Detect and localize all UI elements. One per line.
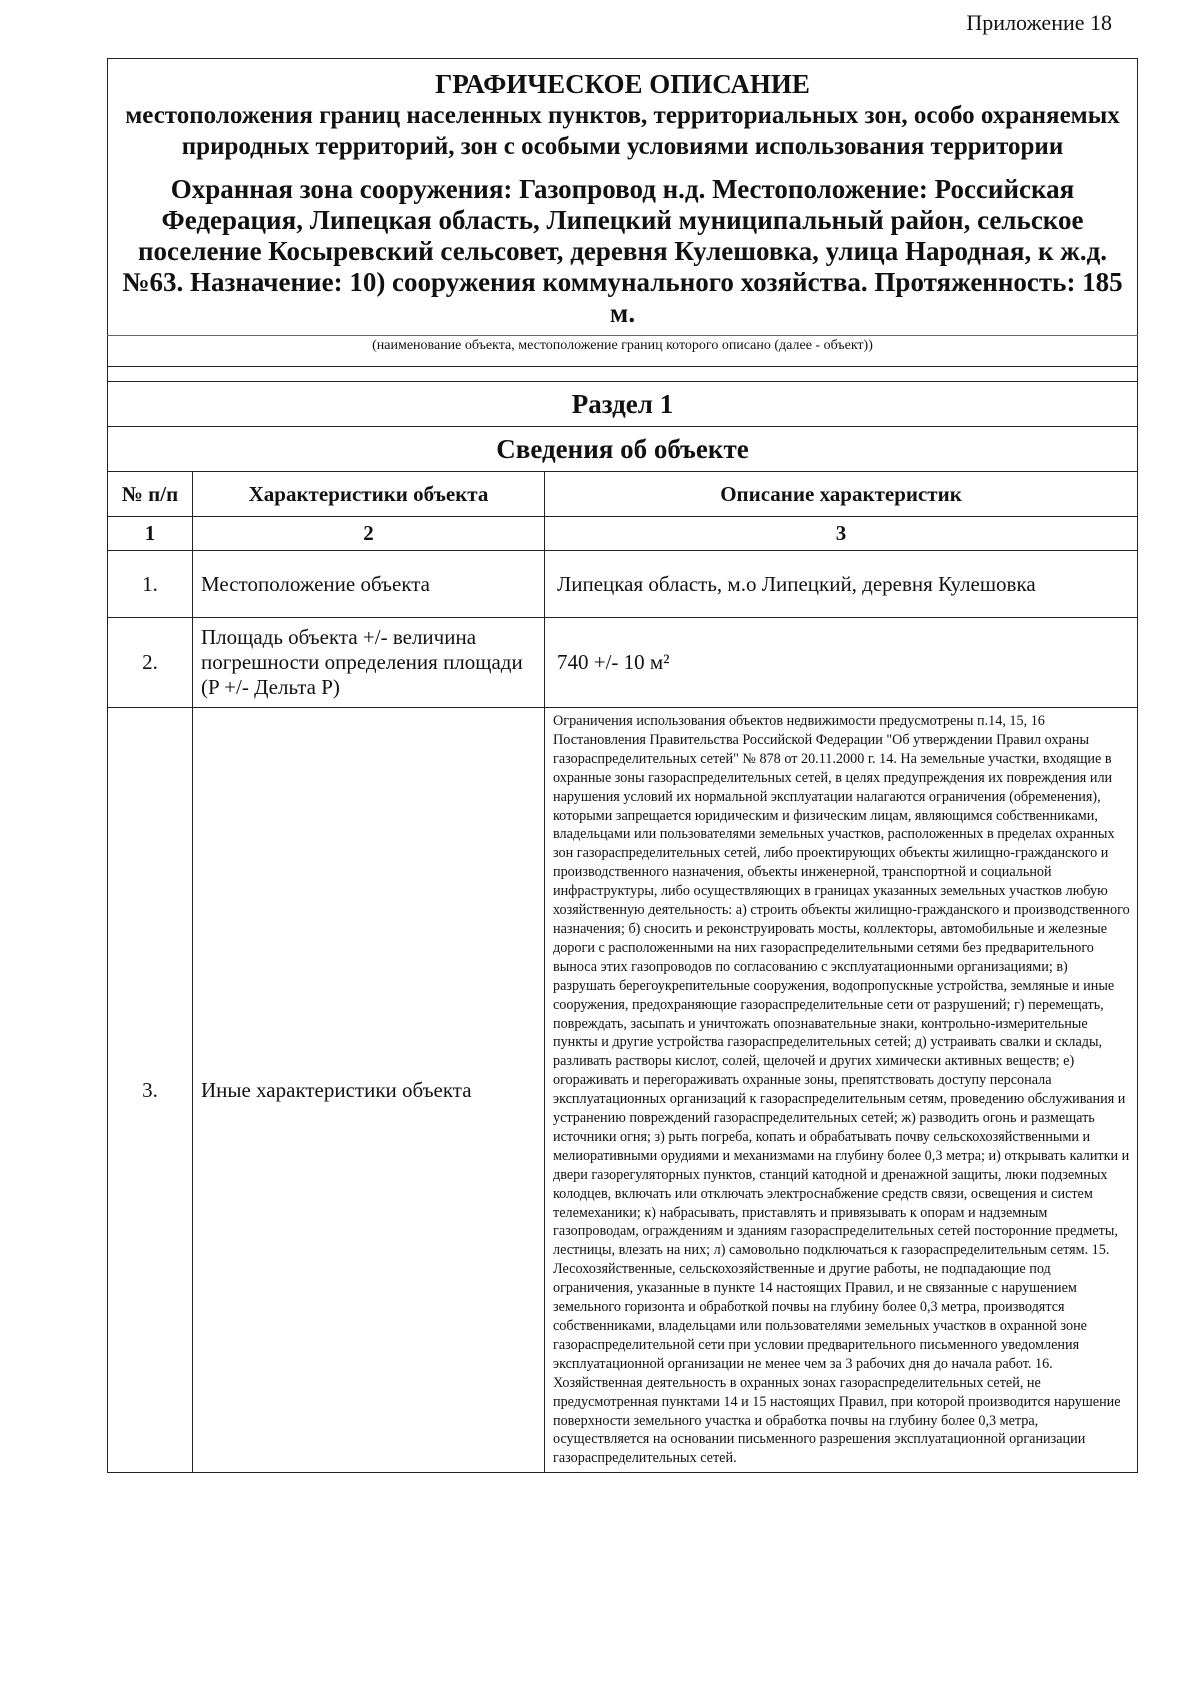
object-name: Охранная зона сооружения: Газопровод н.д. Местоположение: Российская Федерация, Липецкая область, Липецкий муниципальный район, сельское поселение Косыревский сельсовет, деревня Кулешовка, улица Народная, к ж.д. №63. Назначение: 10) сооружения коммунального хозяйства. Протяженность: 185 м. (122, 174, 1123, 328)
header-number: № п/п (108, 472, 193, 517)
row-number: 2. (108, 618, 193, 708)
column-number-3: 3 (545, 517, 1138, 551)
document-title: ГРАФИЧЕСКОЕ ОПИСАНИЕ (435, 69, 810, 99)
header-description: Описание характеристик (545, 472, 1138, 517)
row-characteristic: Площадь объекта +/- величина погрешности определения площади (P +/- Дельта P) (193, 618, 545, 708)
object-caption: (наименование объекта, местоположение границ которого описано (далее - объект)) (108, 336, 1138, 367)
column-number-2: 2 (193, 517, 545, 551)
column-number-1: 1 (108, 517, 193, 551)
row-description-long: Ограничения использования объектов недвижимости предусмотрены п.14, 15, 16 Постановления Правительства Российской Федерации "Об утверждении Правил охраны газораспределительных сетей" № 878 от 20.11.2000 г. 14. На земельные участки, входящие в охранные зоны газораспределительных сетей, в целях предупреждения их повреждения или нарушения условий их нормальной эксплуатации налагаются ограничения (обременения), которыми запрещается юридическим и физическим лицам, являющимся собственниками, владельцами или пользователями земельных участков, расположенных в пределах охранных зон газораспределительных сетей, либо проектирующих объекты жилищно-гражданского и производственного назначения, объекты инженерной, транспортной и социальной инфраструктуры, либо осуществляющих в границах указанных земельных участков любую хозяйственную деятельность: а) строить объекты жилищно-гражданского и производственного назначения; б) сносить и реконструировать мосты, коллекторы, автомобильные и железные дороги с расположенными на них газораспределительными сетями без предварительного выноса этих газопроводов по согласованию с эксплуатационными организациями; в) разрушать берегоукрепительные сооружения, водопропускные устройства, земляные и иные сооружения, предохраняющие газораспределительные сети от разрушений; г) перемещать, повреждать, засыпать и уничтожать опознавательные знаки, контрольно-измерительные пункты и другие устройства газораспределительных сетей; д) устраивать свалки и склады, разливать растворы кислот, солей, щелочей и других химически активных веществ; е) огораживать и перегораживать охранные зоны, препятствовать доступу персонала эксплуатационных организаций к газораспределительным сетям, проведению обслуживания и устранению повреждений газораспределительных сетей; ж) разводить огонь и размещать источники огня; з) рыть погреба, копать и обрабатывать почву сельскохозяйственными и мелиоративными орудиями и механизмами на глубину более 0,3 метра; и) открывать калитки и двери газорегуляторных пунктов, станций катодной и дренажной защиты, люки подземных колодцев, включать или отключать электроснабжение средств связи, освещения и систем телемеханики; к) набрасывать, приставлять и привязывать к опорам и надземным газопроводам, ограждениям и зданиям газораспределительных сетей посторонние предметы, лестницы, влезать на них; л) самовольно подключаться к газораспределительным сетям. 15. Лесохозяйственные, сельскохозяйственные и другие работы, не подпадающие под ограничения, указанные в пункте 14 настоящих Правил, и не связанные с нарушением земельного горизонта и обработкой почвы на глубину более 0,3 метра, производятся собственниками, владельцами или пользователями земельных участков в охранной зоне газораспределительной сети при условии предварительного письменного уведомления эксплуатационной организации не менее чем за 3 рабочих дня до начала работ. 16. Хозяйственная деятельность в охранных зонах газораспределительных сетей, не предусмотренная пунктами 14 и 15 настоящих Правил, при которой производится нарушение поверхности земельного участка и обработка почвы на глубину более 0,3 метра, осуществляется на основании письменного разрешения эксплуатационной организации газораспределительных сетей. (545, 708, 1138, 1473)
row-number: 1. (108, 551, 193, 618)
appendix-label: Приложение 18 (966, 10, 1112, 35)
header-characteristic: Характеристики объекта (193, 472, 545, 517)
table-row (108, 708, 1138, 1473)
row-characteristic: Иные характеристики объекта (193, 708, 545, 1473)
row-description: Липецкая область, м.о Липецкий, деревня Кулешовка (545, 551, 1138, 618)
document-subtitle: местоположения границ населенных пунктов, территориальных зон, особо охраняемых природных территорий, зон с особыми условиями использования территории (125, 102, 1120, 160)
row-description: 740 +/- 10 м² (545, 618, 1138, 708)
section-label: Раздел 1 (108, 382, 1138, 427)
table-row (108, 551, 1138, 618)
spacer (108, 367, 1138, 382)
table-row (108, 618, 1138, 708)
row-characteristic: Местоположение объекта (193, 551, 545, 618)
section-heading: Сведения об объекте (108, 427, 1138, 472)
description-table (107, 58, 1138, 1473)
title-block (108, 59, 1138, 336)
row-number: 3. (108, 708, 193, 1473)
